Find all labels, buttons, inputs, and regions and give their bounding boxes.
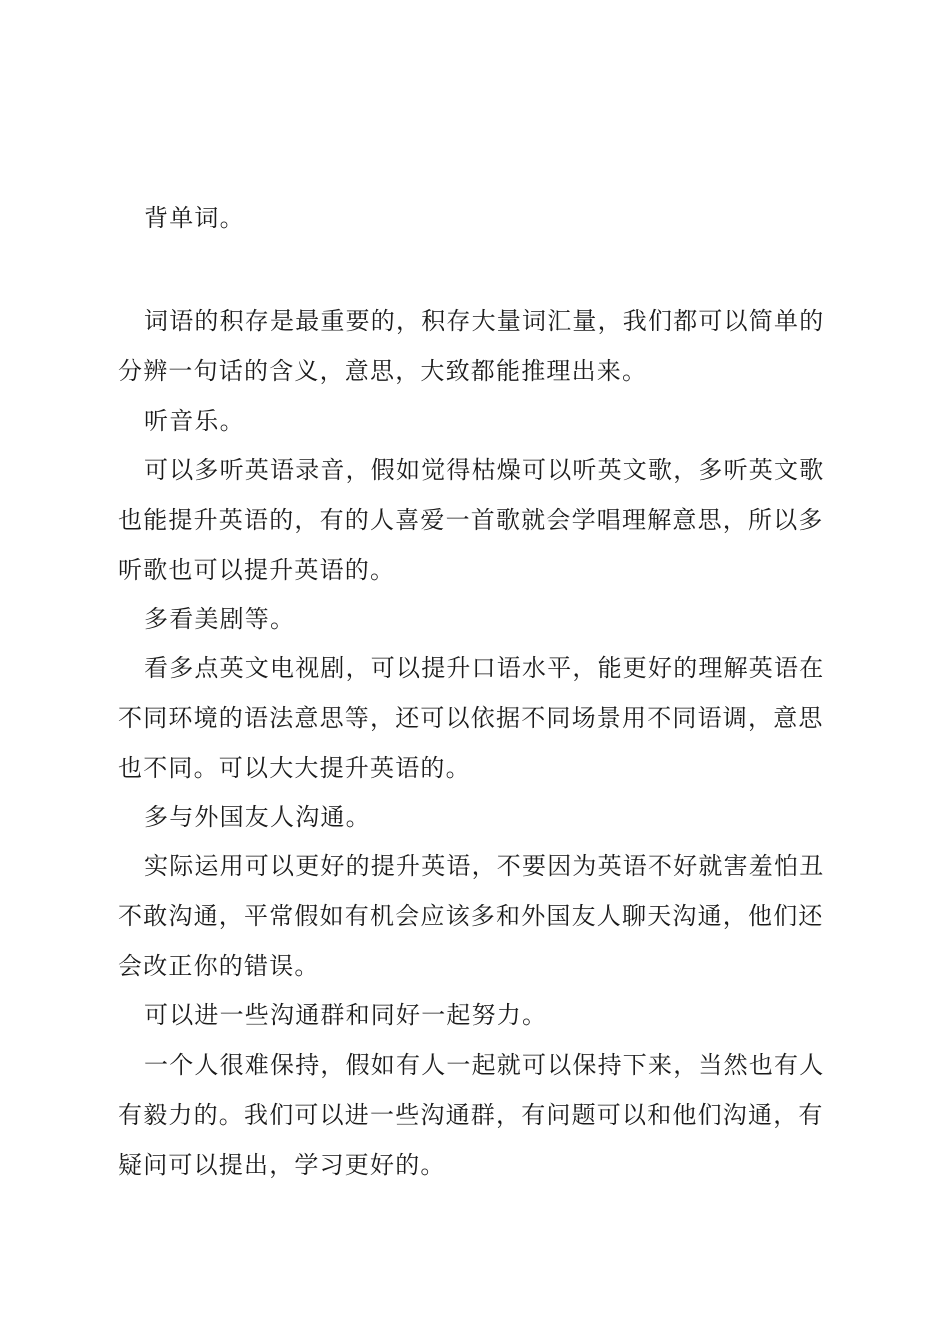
heading-memorize-words: 背单词。 [144,204,245,232]
heading-join-groups: 可以进一些沟通群和同好一起努力。 [144,1001,548,1029]
paragraph-tv-shows: 看多点英文电视剧，可以提升口语水平，能更好的理解英语在不同环境的语法意思等，还可以依据不同场景用不同语调，意思也不同。可以大大提升英语的。 [118,654,825,782]
heading-communicate: 多与外国友人沟通。 [144,803,371,831]
paragraph-communication: 实际运用可以更好的提升英语，不要因为英语不好就害羞怕丑不敢沟通，平常假如有机会应该多和外国友人聊天沟通，他们还会改正你的错误。 [118,852,825,980]
paragraph-vocabulary: 词语的积存是最重要的，积存大量词汇量，我们都可以简单的分辨一句话的含义，意思，大致都能推理出来。 [118,307,825,385]
heading-watch-shows: 多看美剧等。 [144,605,296,633]
paragraph-groups: 一个人很难保持，假如有人一起就可以保持下来，当然也有人有毅力的。我们可以进一些沟通群，有问题可以和他们沟通，有疑问可以提出，学习更好的。 [118,1051,825,1179]
heading-listen-music: 听音乐。 [144,407,245,435]
paragraph-listening: 可以多听英语录音，假如觉得枯燥可以听英文歌，多听英文歌也能提升英语的，有的人喜爱一首歌就会学唱理解意思，所以多听歌也可以提升英语的。 [118,456,825,584]
